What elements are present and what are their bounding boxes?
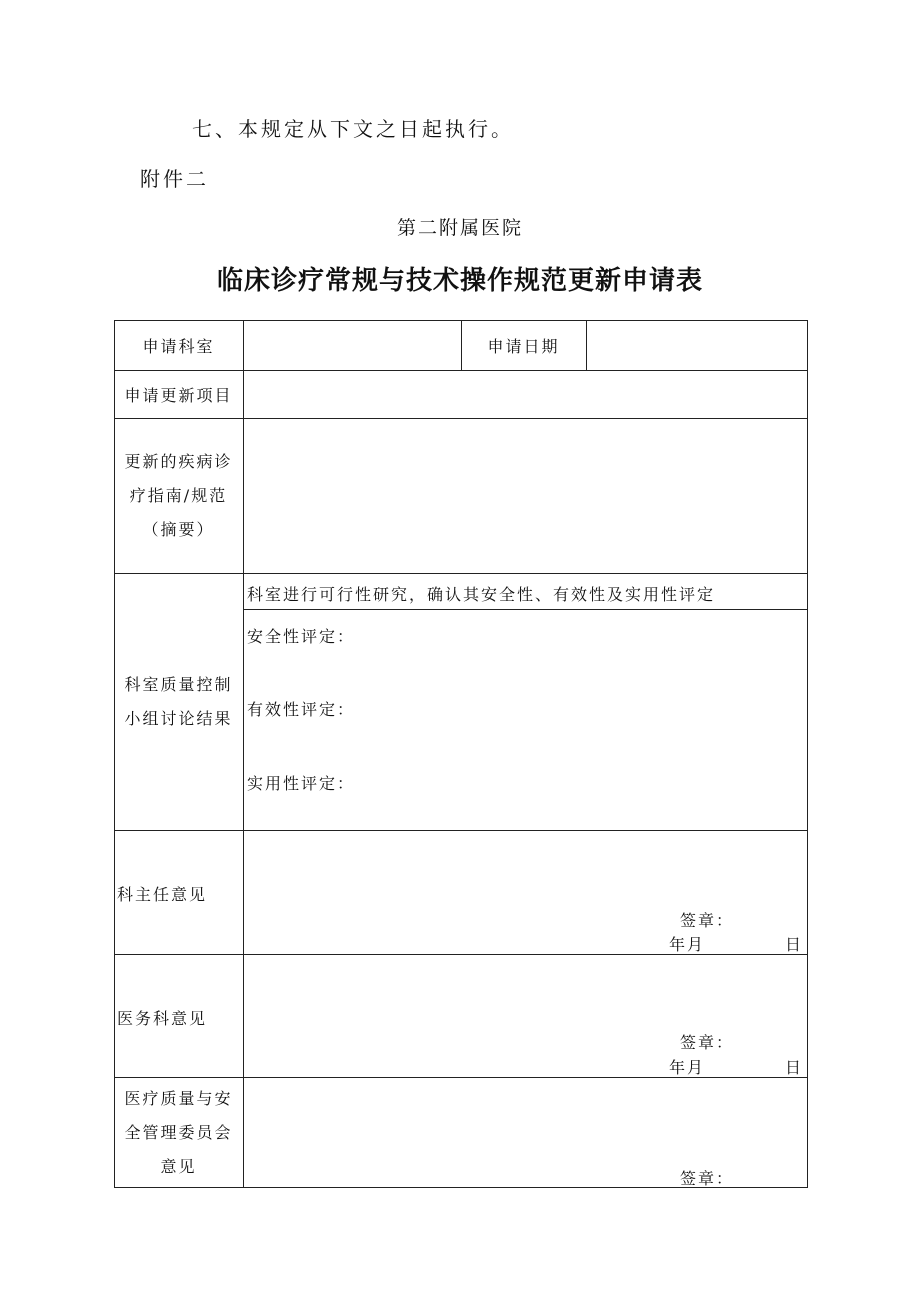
research-statement: 科室进行可行性研究，确认其安全性、有效性及实用性评定 xyxy=(247,585,716,604)
director-day-label: 日 xyxy=(785,935,804,954)
guideline-label-line: 疗指南/规范 xyxy=(129,485,228,505)
safety-assessment-label: 安全性评定： xyxy=(247,627,356,646)
guideline-summary-label xyxy=(114,418,243,573)
medical-affairs-signature-label: 签章： xyxy=(680,1033,735,1052)
committee-signature-label: 签章： xyxy=(680,1169,735,1188)
apply-date-field[interactable] xyxy=(587,321,807,370)
practicality-assessment-label: 实用性评定： xyxy=(247,774,356,793)
hospital-name: 第二附属医院 xyxy=(396,217,523,239)
committee-label-line: 全管理委员会 xyxy=(124,1122,233,1142)
committee-label-line: 医疗质量与安 xyxy=(124,1088,233,1108)
apply-dept-field[interactable] xyxy=(244,321,461,370)
quality-group-label-line: 小组讨论结果 xyxy=(124,708,233,728)
efficacy-assessment-label: 有效性评定： xyxy=(247,700,356,719)
guideline-label-line: （摘要） xyxy=(142,519,215,539)
apply-date-label: 申请日期 xyxy=(487,336,560,356)
clause-seven: 七、本规定从下文之日起执行。 xyxy=(192,117,514,141)
quality-group-label xyxy=(114,573,243,830)
update-item-field[interactable] xyxy=(244,371,807,418)
row-divider xyxy=(114,830,808,831)
form-title: 临床诊疗常规与技术操作规范更新申请表 xyxy=(216,266,703,296)
row-divider xyxy=(243,609,808,610)
attachment-label: 附件二 xyxy=(140,167,209,191)
director-signature-label: 签章： xyxy=(680,911,735,930)
committee-opinion-label xyxy=(114,1080,243,1185)
table-border-right xyxy=(807,320,808,1188)
committee-label-line: 意见 xyxy=(160,1156,197,1176)
update-item-label: 申请更新项目 xyxy=(124,385,233,405)
medical-affairs-opinion-label: 医务科意见 xyxy=(117,1009,208,1028)
guideline-summary-field[interactable] xyxy=(244,419,807,573)
director-opinion-label: 科主任意见 xyxy=(117,885,208,904)
director-year-month-label: 年月 xyxy=(669,935,706,954)
medical-affairs-year-month-label: 年月 xyxy=(669,1058,706,1077)
quality-group-label-line: 科室质量控制 xyxy=(124,674,233,694)
guideline-label-line: 更新的疾病诊 xyxy=(124,451,233,471)
medical-affairs-day-label: 日 xyxy=(785,1058,804,1077)
apply-dept-label: 申请科室 xyxy=(142,336,215,356)
